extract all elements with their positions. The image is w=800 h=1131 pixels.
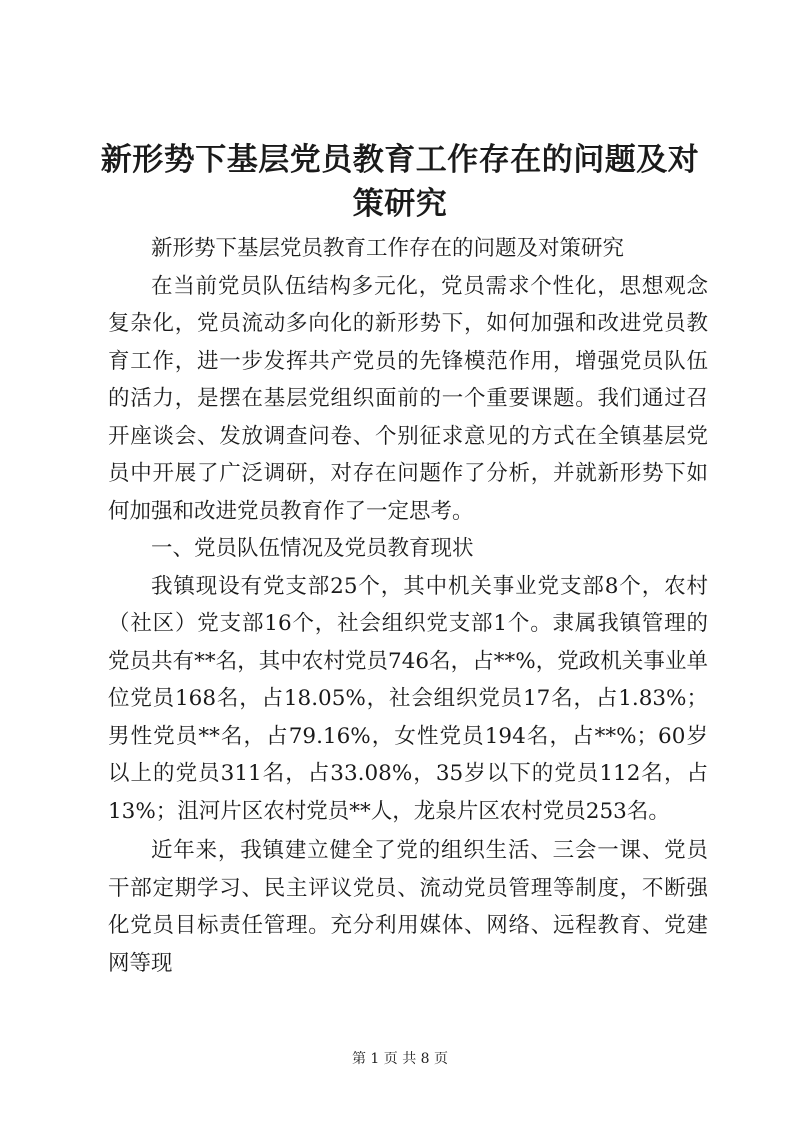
section-heading: 一、党员队伍情况及党员教育现状 (151, 536, 474, 561)
recent-years-paragraph: 近年来，我镇建立健全了党的组织生活、三会一课、党员干部定期学习、民主评议党员、流动党员管理等制度，不断强化党员目标责任管理。充分利用媒体、网络、远程教育、党建网等现 (108, 838, 708, 976)
intro-paragraph: 在当前党员队伍结构多元化，党员需求个性化，思想观念复杂化，党员流动多向化的新形势下，如何加强和改进党员教育工作，进一步发挥共产党员的先锋模范作用，增强党员队伍的活力，是摆在基层党组织面前的一个重要课题。我们通过召开座谈会、发放调查问卷、个别征求意见的方式在全镇基层党员中开展了广泛调研，对存在问题作了分析，并就新形势下如何加强和改进党员教育作了一定思考。 (108, 273, 708, 524)
document-body (108, 230, 708, 982)
subtitle-paragraph: 新形势下基层党员教育工作存在的问题及对策研究 (151, 236, 625, 261)
document-title: 新形势下基层党员教育工作存在的问题及对策研究 (100, 142, 700, 222)
page-footer: 第 1 页 共 8 页 (351, 1051, 449, 1067)
statistics-paragraph: 我镇现设有党支部25个，其中机关事业党支部8个，农村（社区）党支部16个，社会组织党支部1个。隶属我镇管理的党员共有**名，其中农村党员746名，占**%，党政机关事业单位党员168名，占18.05%，社会组织党员17名，占1.83%；男性党员**名，占79.16%，女性党员194名，占**%；60岁以上的党员311名，占33.08%，35岁以下的党员112名，占13%；沮河片区农村党员**人，龙泉片区农村党员253名。 (108, 573, 708, 824)
